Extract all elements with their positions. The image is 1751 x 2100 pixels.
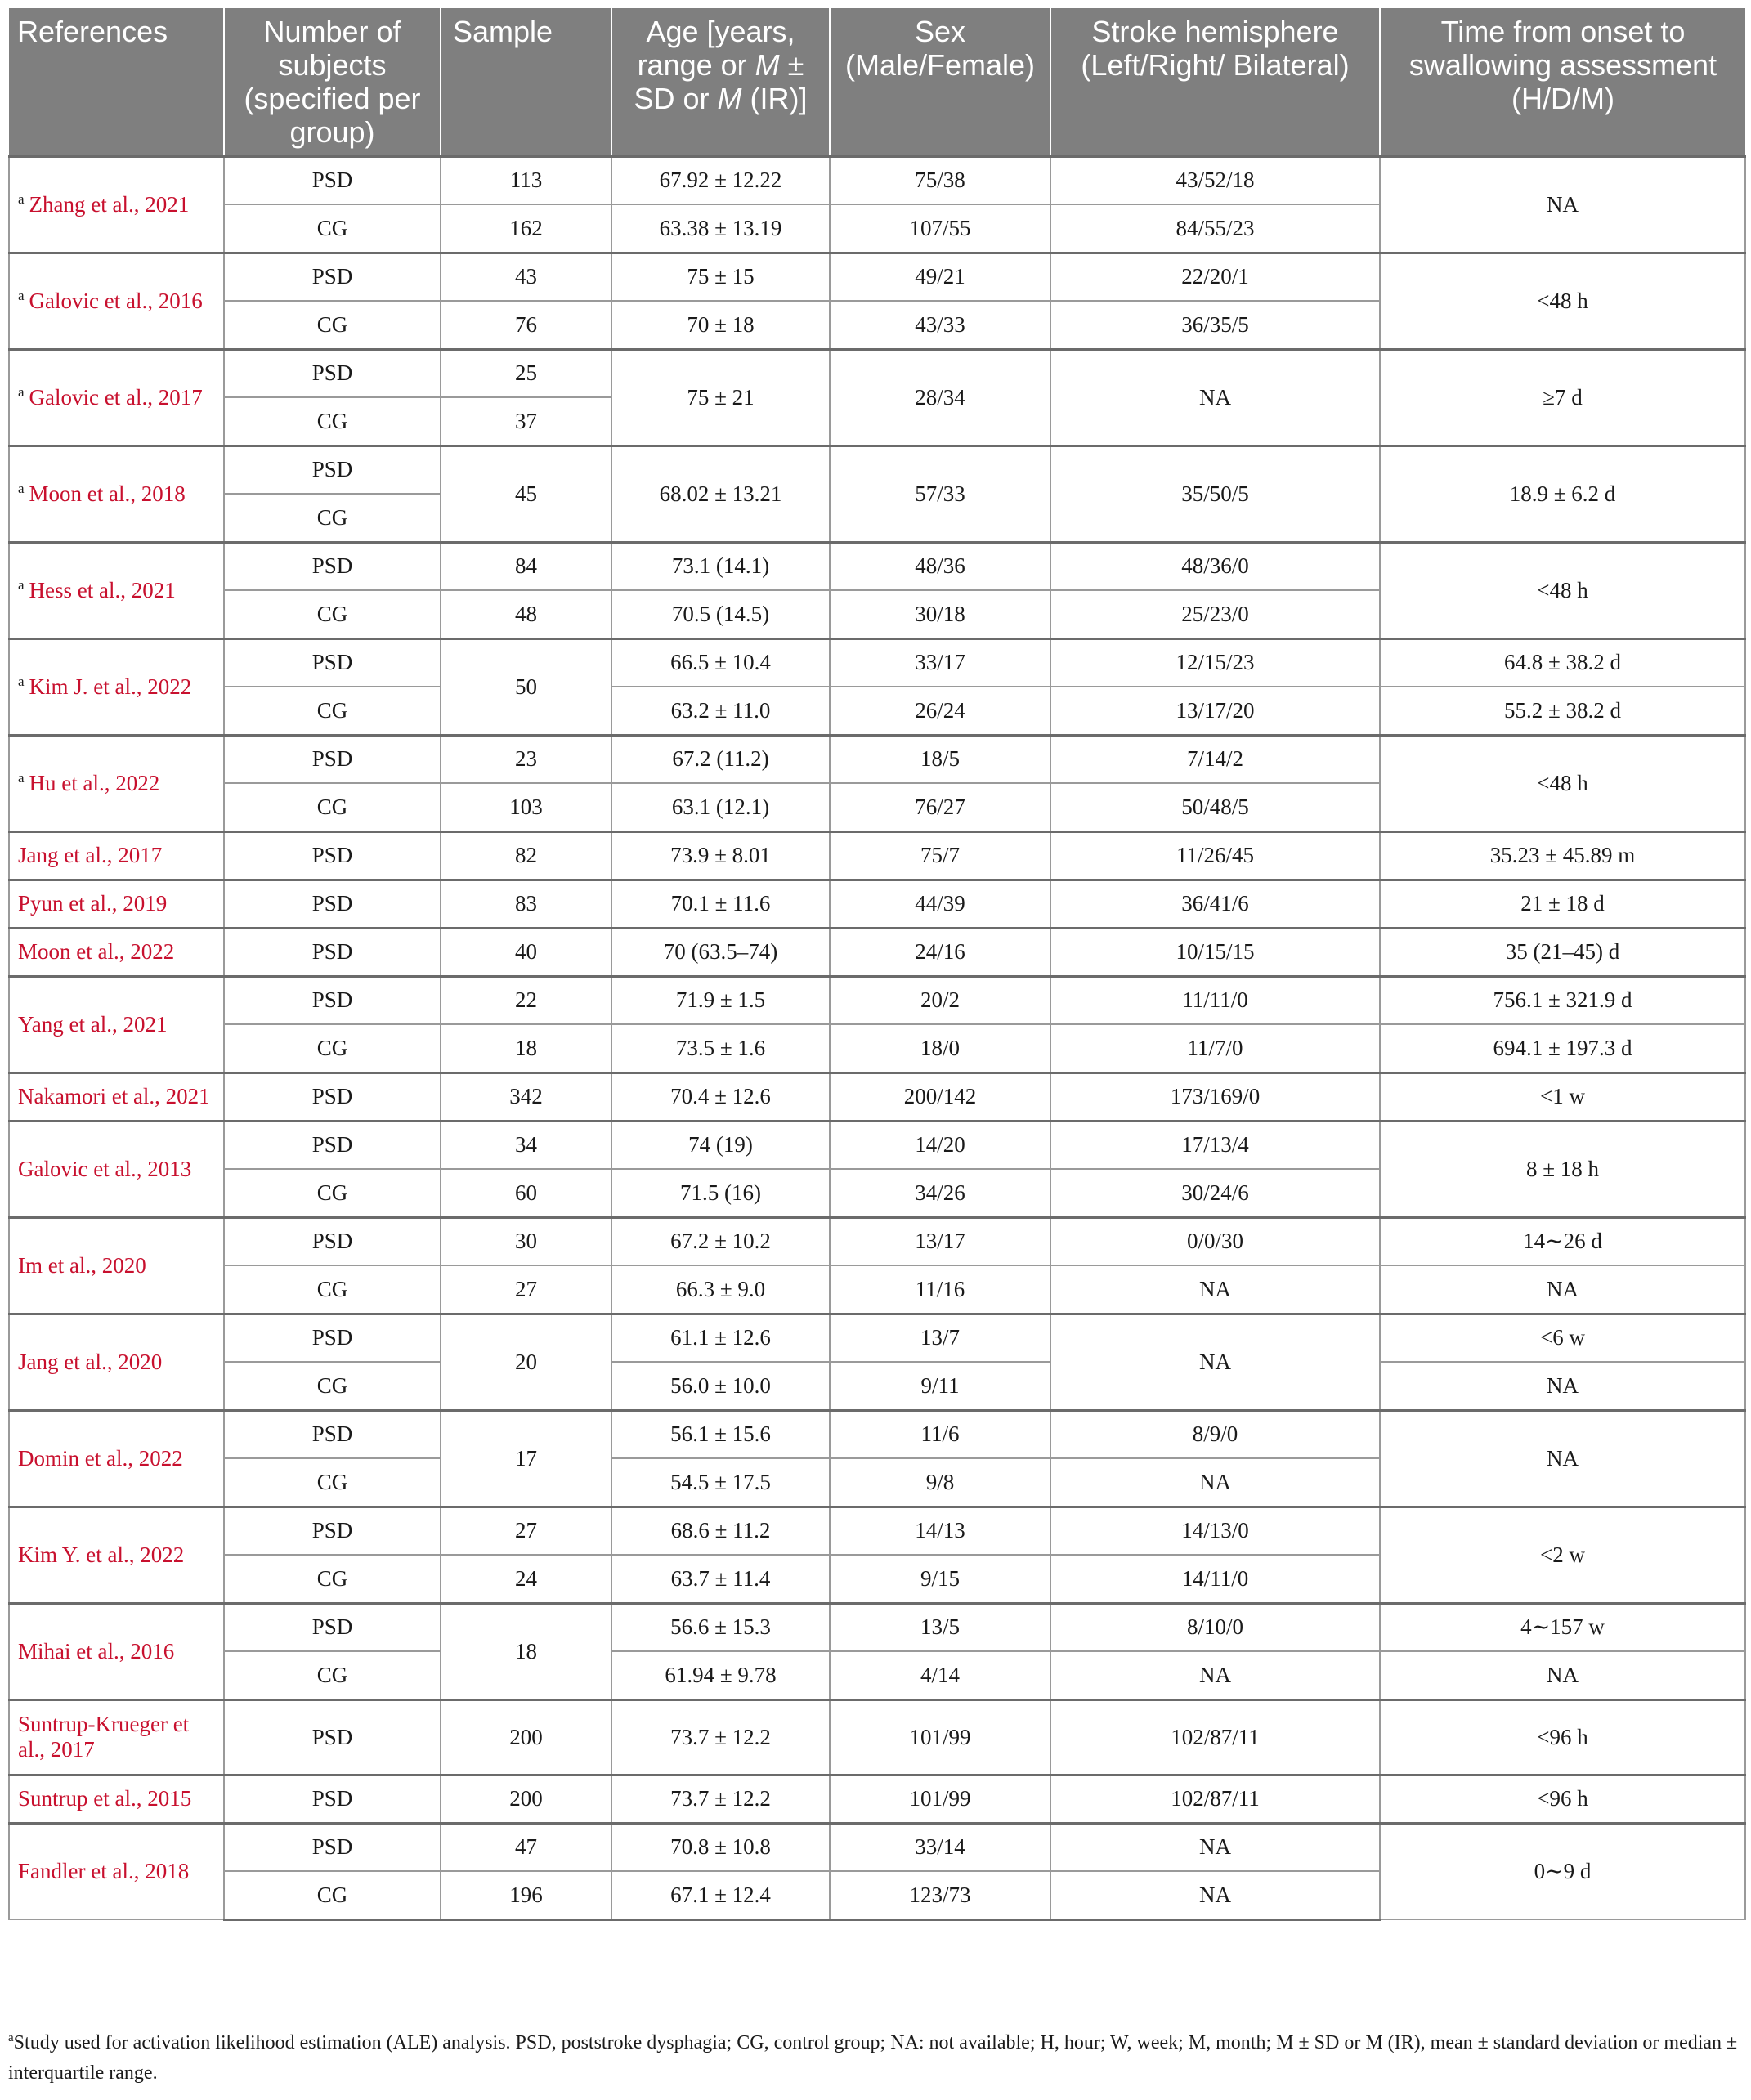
hemisphere-cell: 14/11/0 — [1050, 1555, 1380, 1603]
hemisphere-cell: NA — [1050, 1823, 1380, 1871]
group-cell: PSD — [224, 349, 441, 397]
table-row — [9, 928, 1745, 976]
age-cell: 56.0 ± 10.0 — [611, 1362, 830, 1410]
age-cell: 73.5 ± 1.6 — [611, 1024, 830, 1072]
reference-cell — [9, 928, 224, 976]
sex-cell: 75/38 — [830, 156, 1050, 204]
group-cell: PSD — [224, 735, 441, 783]
table-row — [9, 1603, 1745, 1651]
sample-cell: 162 — [441, 204, 611, 253]
sex-cell: 101/99 — [830, 1775, 1050, 1823]
group-cell: PSD — [224, 1121, 441, 1169]
reference-link[interactable]: Galovic et al., 2016 — [29, 289, 203, 313]
time-cell: 21 ± 18 d — [1380, 880, 1745, 928]
reference-cell — [9, 831, 224, 880]
reference-cell — [9, 976, 224, 1072]
time-cell: 64.8 ± 38.2 d — [1380, 638, 1745, 687]
sex-cell: 9/11 — [830, 1362, 1050, 1410]
ale-study-mark: a — [18, 384, 25, 400]
age-cell: 70.1 ± 11.6 — [611, 880, 830, 928]
sample-cell: 18 — [441, 1024, 611, 1072]
hemisphere-cell: NA — [1050, 1314, 1380, 1410]
group-cell: CG — [224, 590, 441, 638]
sex-cell: 4/14 — [830, 1651, 1050, 1699]
sex-cell: 33/17 — [830, 638, 1050, 687]
age-cell: 67.1 ± 12.4 — [611, 1871, 830, 1919]
sex-cell: 9/8 — [830, 1458, 1050, 1507]
age-cell: 63.1 (12.1) — [611, 783, 830, 831]
group-cell: CG — [224, 1458, 441, 1507]
sample-cell: 50 — [441, 638, 611, 735]
ale-study-mark: a — [18, 288, 25, 303]
group-cell: CG — [224, 301, 441, 349]
reference-link[interactable]: Pyun et al., 2019 — [18, 891, 168, 916]
hemisphere-cell: 8/9/0 — [1050, 1410, 1380, 1458]
table-row — [9, 1507, 1745, 1555]
sample-cell: 40 — [441, 928, 611, 976]
age-cell: 66.3 ± 9.0 — [611, 1265, 830, 1314]
sex-cell: 101/99 — [830, 1699, 1050, 1775]
sample-cell: 48 — [441, 590, 611, 638]
table-row — [9, 638, 1745, 687]
sample-cell: 43 — [441, 253, 611, 301]
age-cell: 73.7 ± 12.2 — [611, 1699, 830, 1775]
table-row — [9, 831, 1745, 880]
sex-cell: 13/5 — [830, 1603, 1050, 1651]
hemisphere-cell: 30/24/6 — [1050, 1169, 1380, 1217]
reference-cell — [9, 446, 224, 542]
table-row — [9, 1823, 1745, 1871]
sample-cell: 27 — [441, 1507, 611, 1555]
age-cell: 67.2 ± 10.2 — [611, 1217, 830, 1265]
hemisphere-cell: 36/41/6 — [1050, 880, 1380, 928]
group-cell: CG — [224, 1265, 441, 1314]
hemisphere-cell: 36/35/5 — [1050, 301, 1380, 349]
sample-cell: 25 — [441, 349, 611, 397]
age-cell: 63.7 ± 11.4 — [611, 1555, 830, 1603]
time-cell: NA — [1380, 1265, 1745, 1314]
sample-cell: 24 — [441, 1555, 611, 1603]
table-row — [9, 1314, 1745, 1362]
group-cell: CG — [224, 1362, 441, 1410]
sex-cell: 28/34 — [830, 349, 1050, 446]
table-row — [9, 735, 1745, 783]
sex-cell: 26/24 — [830, 687, 1050, 735]
hemisphere-cell: NA — [1050, 1458, 1380, 1507]
table-row — [9, 349, 1745, 397]
table-row — [9, 1410, 1745, 1458]
group-cell: PSD — [224, 1410, 441, 1458]
hemisphere-cell: 12/15/23 — [1050, 638, 1380, 687]
sample-cell: 83 — [441, 880, 611, 928]
reference-link[interactable]: Moon et al., 2018 — [29, 481, 186, 506]
reference-link[interactable]: Galovic et al., 2013 — [18, 1156, 192, 1181]
sex-cell: 107/55 — [830, 204, 1050, 253]
hemisphere-cell: 84/55/23 — [1050, 204, 1380, 253]
reference-cell — [9, 1314, 224, 1410]
table-row — [9, 1024, 1745, 1072]
hemisphere-cell: NA — [1050, 1265, 1380, 1314]
reference-cell — [9, 1072, 224, 1121]
age-cell: 70.8 ± 10.8 — [611, 1823, 830, 1871]
hemisphere-cell: 13/17/20 — [1050, 687, 1380, 735]
table-row — [9, 880, 1745, 928]
group-cell: PSD — [224, 156, 441, 204]
time-cell: 35.23 ± 45.89 m — [1380, 831, 1745, 880]
reference-cell — [9, 735, 224, 831]
age-cell: 74 (19) — [611, 1121, 830, 1169]
sex-cell: 14/13 — [830, 1507, 1050, 1555]
age-cell: 56.1 ± 15.6 — [611, 1410, 830, 1458]
table-row — [9, 1775, 1745, 1823]
age-cell: 70 (63.5–74) — [611, 928, 830, 976]
table-footnote — [8, 2023, 1744, 2089]
time-cell: 4∼157 w — [1380, 1603, 1745, 1651]
ale-study-mark: a — [18, 577, 25, 593]
group-cell: PSD — [224, 1072, 441, 1121]
reference-cell — [9, 638, 224, 735]
hemisphere-cell: 102/87/11 — [1050, 1775, 1380, 1823]
hemisphere-cell: 102/87/11 — [1050, 1699, 1380, 1775]
group-cell: PSD — [224, 1217, 441, 1265]
reference-link[interactable]: Kim Y. et al., 2022 — [18, 1542, 185, 1567]
reference-cell — [9, 1775, 224, 1823]
hemisphere-cell: 14/13/0 — [1050, 1507, 1380, 1555]
sex-cell: 44/39 — [830, 880, 1050, 928]
table-row — [9, 1217, 1745, 1265]
sex-cell: 11/6 — [830, 1410, 1050, 1458]
table-row — [9, 446, 1745, 494]
header-references: References — [9, 8, 224, 156]
reference-link[interactable]: Hess et al., 2021 — [29, 578, 176, 602]
age-cell: 63.2 ± 11.0 — [611, 687, 830, 735]
age-cell: 67.2 (11.2) — [611, 735, 830, 783]
age-cell: 73.1 (14.1) — [611, 542, 830, 590]
header-row — [9, 8, 1745, 156]
sex-cell: 49/21 — [830, 253, 1050, 301]
reference-link[interactable]: Fandler et al., 2018 — [18, 1858, 190, 1883]
reference-link[interactable]: Galovic et al., 2017 — [29, 385, 203, 410]
age-cell: 75 ± 15 — [611, 253, 830, 301]
group-cell: CG — [224, 1871, 441, 1919]
time-cell: NA — [1380, 1362, 1745, 1410]
sample-cell: 76 — [441, 301, 611, 349]
hemisphere-cell: 35/50/5 — [1050, 446, 1380, 542]
reference-cell — [9, 1699, 224, 1775]
time-cell: 14∼26 d — [1380, 1217, 1745, 1265]
reference-link[interactable]: Im et al., 2020 — [18, 1252, 146, 1278]
group-cell: PSD — [224, 831, 441, 880]
age-cell: 68.6 ± 11.2 — [611, 1507, 830, 1555]
reference-link[interactable]: Domin et al., 2022 — [18, 1445, 183, 1471]
time-cell: NA — [1380, 156, 1745, 253]
sex-cell: 34/26 — [830, 1169, 1050, 1217]
sex-cell: 24/16 — [830, 928, 1050, 976]
sample-cell: 47 — [441, 1823, 611, 1871]
group-cell: PSD — [224, 446, 441, 494]
sample-cell: 200 — [441, 1699, 611, 1775]
age-cell: 67.92 ± 12.22 — [611, 156, 830, 204]
table-row — [9, 1699, 1745, 1775]
time-cell: <48 h — [1380, 542, 1745, 638]
reference-cell — [9, 1823, 224, 1919]
age-cell: 70.4 ± 12.6 — [611, 1072, 830, 1121]
sex-cell: 57/33 — [830, 446, 1050, 542]
time-cell: 756.1 ± 321.9 d — [1380, 976, 1745, 1024]
reference-cell — [9, 1603, 224, 1699]
table-row — [9, 1651, 1745, 1699]
sample-cell: 113 — [441, 156, 611, 204]
reference-link[interactable]: Jang et al., 2017 — [18, 843, 163, 867]
group-cell: CG — [224, 204, 441, 253]
time-cell: NA — [1380, 1651, 1745, 1699]
reference-cell — [9, 349, 224, 446]
reference-link[interactable]: Hu et al., 2022 — [29, 771, 160, 795]
reference-cell — [9, 1217, 224, 1314]
sample-cell: 27 — [441, 1265, 611, 1314]
group-cell: CG — [224, 397, 441, 446]
sample-cell: 20 — [441, 1314, 611, 1410]
group-cell: CG — [224, 687, 441, 735]
sex-cell: 123/73 — [830, 1871, 1050, 1919]
group-cell: PSD — [224, 1314, 441, 1362]
sex-cell: 76/27 — [830, 783, 1050, 831]
sex-cell: 11/16 — [830, 1265, 1050, 1314]
sample-cell: 342 — [441, 1072, 611, 1121]
sex-cell: 13/17 — [830, 1217, 1050, 1265]
hemisphere-cell: 0/0/30 — [1050, 1217, 1380, 1265]
sample-cell: 45 — [441, 446, 611, 542]
sample-cell: 200 — [441, 1775, 611, 1823]
reference-cell — [9, 880, 224, 928]
header-sample: Sample — [441, 8, 611, 156]
age-cell: 73.9 ± 8.01 — [611, 831, 830, 880]
age-cell: 75 ± 21 — [611, 349, 830, 446]
sample-cell: 196 — [441, 1871, 611, 1919]
time-cell: ≥7 d — [1380, 349, 1745, 446]
header-number-of-subjects: Number of subjects (specified per group) — [224, 8, 441, 156]
group-cell: PSD — [224, 1507, 441, 1555]
age-cell: 70 ± 18 — [611, 301, 830, 349]
group-cell: PSD — [224, 928, 441, 976]
table-row — [9, 542, 1745, 590]
time-cell: 8 ± 18 h — [1380, 1121, 1745, 1217]
sex-cell: 48/36 — [830, 542, 1050, 590]
hemisphere-cell: 11/7/0 — [1050, 1024, 1380, 1072]
age-cell: 61.94 ± 9.78 — [611, 1651, 830, 1699]
sex-cell: 200/142 — [830, 1072, 1050, 1121]
header-stroke-hemisphere: Stroke hemisphere (Left/Right/ Bilateral) — [1050, 8, 1380, 156]
table-row — [9, 1362, 1745, 1410]
table-row — [9, 156, 1745, 204]
sex-cell: 43/33 — [830, 301, 1050, 349]
sex-cell: 75/7 — [830, 831, 1050, 880]
group-cell: PSD — [224, 542, 441, 590]
sample-cell: 17 — [441, 1410, 611, 1507]
reference-link[interactable]: Nakamori et al., 2021 — [18, 1084, 210, 1108]
group-cell: CG — [224, 1555, 441, 1603]
table-row — [9, 687, 1745, 735]
hemisphere-cell: NA — [1050, 349, 1380, 446]
sex-cell: 30/18 — [830, 590, 1050, 638]
reference-link[interactable]: Suntrup-Krueger et al., 2017 — [18, 1712, 190, 1762]
sex-cell: 20/2 — [830, 976, 1050, 1024]
time-cell: NA — [1380, 1410, 1745, 1507]
study-characteristics-table — [8, 8, 1746, 1921]
sex-cell: 18/5 — [830, 735, 1050, 783]
hemisphere-cell: 25/23/0 — [1050, 590, 1380, 638]
hemisphere-cell: 10/15/15 — [1050, 928, 1380, 976]
group-cell: PSD — [224, 1699, 441, 1775]
hemisphere-cell: NA — [1050, 1651, 1380, 1699]
group-cell: CG — [224, 783, 441, 831]
footnote-text: Study used for activation likelihood estimation (ALE) analysis. PSD, poststroke dysphagia; CG, control group; NA: not available; H, hour; W, week; M, month; M ± SD or M (IR), mean ± standard deviation or median ± interquartile range. — [8, 2032, 1738, 2084]
group-cell: PSD — [224, 253, 441, 301]
time-cell: <96 h — [1380, 1775, 1745, 1823]
sample-cell: 22 — [441, 976, 611, 1024]
age-cell: 71.5 (16) — [611, 1169, 830, 1217]
time-cell: 694.1 ± 197.3 d — [1380, 1024, 1745, 1072]
hemisphere-cell: 50/48/5 — [1050, 783, 1380, 831]
sample-cell: 18 — [441, 1603, 611, 1699]
hemisphere-cell: 8/10/0 — [1050, 1603, 1380, 1651]
hemisphere-cell: 11/26/45 — [1050, 831, 1380, 880]
reference-cell — [9, 1507, 224, 1603]
reference-link[interactable]: Jang et al., 2020 — [18, 1349, 163, 1374]
ale-study-mark: a — [18, 770, 25, 786]
time-cell: 55.2 ± 38.2 d — [1380, 687, 1745, 735]
time-cell: 0∼9 d — [1380, 1823, 1745, 1919]
group-cell: PSD — [224, 976, 441, 1024]
footnote-mark: a — [8, 2031, 14, 2044]
group-cell: PSD — [224, 880, 441, 928]
group-cell: CG — [224, 1169, 441, 1217]
group-cell: PSD — [224, 1775, 441, 1823]
reference-link[interactable]: Kim J. et al., 2022 — [29, 674, 192, 699]
header-age: Age [years, range or M ± SD or M (IR)] — [611, 8, 830, 156]
hemisphere-cell: 11/11/0 — [1050, 976, 1380, 1024]
hemisphere-cell: 173/169/0 — [1050, 1072, 1380, 1121]
sample-cell: 34 — [441, 1121, 611, 1169]
group-cell: PSD — [224, 1603, 441, 1651]
age-cell: 61.1 ± 12.6 — [611, 1314, 830, 1362]
time-cell: <48 h — [1380, 735, 1745, 831]
time-cell: 18.9 ± 6.2 d — [1380, 446, 1745, 542]
table-row — [9, 976, 1745, 1024]
reference-link[interactable]: Moon et al., 2022 — [18, 939, 175, 964]
time-cell: <96 h — [1380, 1699, 1745, 1775]
time-cell: <48 h — [1380, 253, 1745, 349]
age-cell: 71.9 ± 1.5 — [611, 976, 830, 1024]
sample-cell: 37 — [441, 397, 611, 446]
sex-cell: 33/14 — [830, 1823, 1050, 1871]
hemisphere-cell: 17/13/4 — [1050, 1121, 1380, 1169]
reference-link[interactable]: Suntrup et al., 2015 — [18, 1786, 192, 1811]
time-cell: <6 w — [1380, 1314, 1745, 1362]
age-cell: 56.6 ± 15.3 — [611, 1603, 830, 1651]
group-cell: CG — [224, 1651, 441, 1699]
ale-study-mark: a — [18, 481, 25, 496]
reference-link[interactable]: Zhang et al., 2021 — [29, 192, 190, 217]
table-body — [9, 156, 1745, 1919]
sample-cell: 82 — [441, 831, 611, 880]
hemisphere-cell: NA — [1050, 1871, 1380, 1919]
sample-cell: 60 — [441, 1169, 611, 1217]
time-cell: <1 w — [1380, 1072, 1745, 1121]
reference-cell — [9, 1410, 224, 1507]
age-cell: 70.5 (14.5) — [611, 590, 830, 638]
group-cell: PSD — [224, 638, 441, 687]
header-sex: Sex (Male/Female) — [830, 8, 1050, 156]
ale-study-mark: a — [18, 191, 25, 207]
age-cell: 66.5 ± 10.4 — [611, 638, 830, 687]
group-cell: PSD — [224, 1823, 441, 1871]
sample-cell: 23 — [441, 735, 611, 783]
sex-cell: 18/0 — [830, 1024, 1050, 1072]
ale-study-mark: a — [18, 674, 25, 689]
sample-cell: 30 — [441, 1217, 611, 1265]
sex-cell: 13/7 — [830, 1314, 1050, 1362]
table-row — [9, 1265, 1745, 1314]
reference-link[interactable]: Yang et al., 2021 — [18, 1011, 168, 1037]
reference-cell — [9, 156, 224, 253]
group-cell: CG — [224, 494, 441, 542]
hemisphere-cell: 48/36/0 — [1050, 542, 1380, 590]
header-time-from-onset: Time from onset to swallowing assessment (H/D/M) — [1380, 8, 1745, 156]
table-row — [9, 253, 1745, 301]
hemisphere-cell: 7/14/2 — [1050, 735, 1380, 783]
age-cell: 68.02 ± 13.21 — [611, 446, 830, 542]
age-cell: 73.7 ± 12.2 — [611, 1775, 830, 1823]
reference-link[interactable]: Mihai et al., 2016 — [18, 1638, 175, 1663]
sex-cell: 9/15 — [830, 1555, 1050, 1603]
reference-cell — [9, 542, 224, 638]
hemisphere-cell: 22/20/1 — [1050, 253, 1380, 301]
time-cell: 35 (21–45) d — [1380, 928, 1745, 976]
table-row — [9, 1121, 1745, 1169]
table-row — [9, 1072, 1745, 1121]
sample-cell: 103 — [441, 783, 611, 831]
hemisphere-cell: 43/52/18 — [1050, 156, 1380, 204]
reference-cell — [9, 253, 224, 349]
time-cell: <2 w — [1380, 1507, 1745, 1603]
age-cell: 54.5 ± 17.5 — [611, 1458, 830, 1507]
sample-cell: 84 — [441, 542, 611, 590]
reference-cell — [9, 1121, 224, 1217]
sex-cell: 14/20 — [830, 1121, 1050, 1169]
group-cell: CG — [224, 1024, 441, 1072]
age-cell: 63.38 ± 13.19 — [611, 204, 830, 253]
